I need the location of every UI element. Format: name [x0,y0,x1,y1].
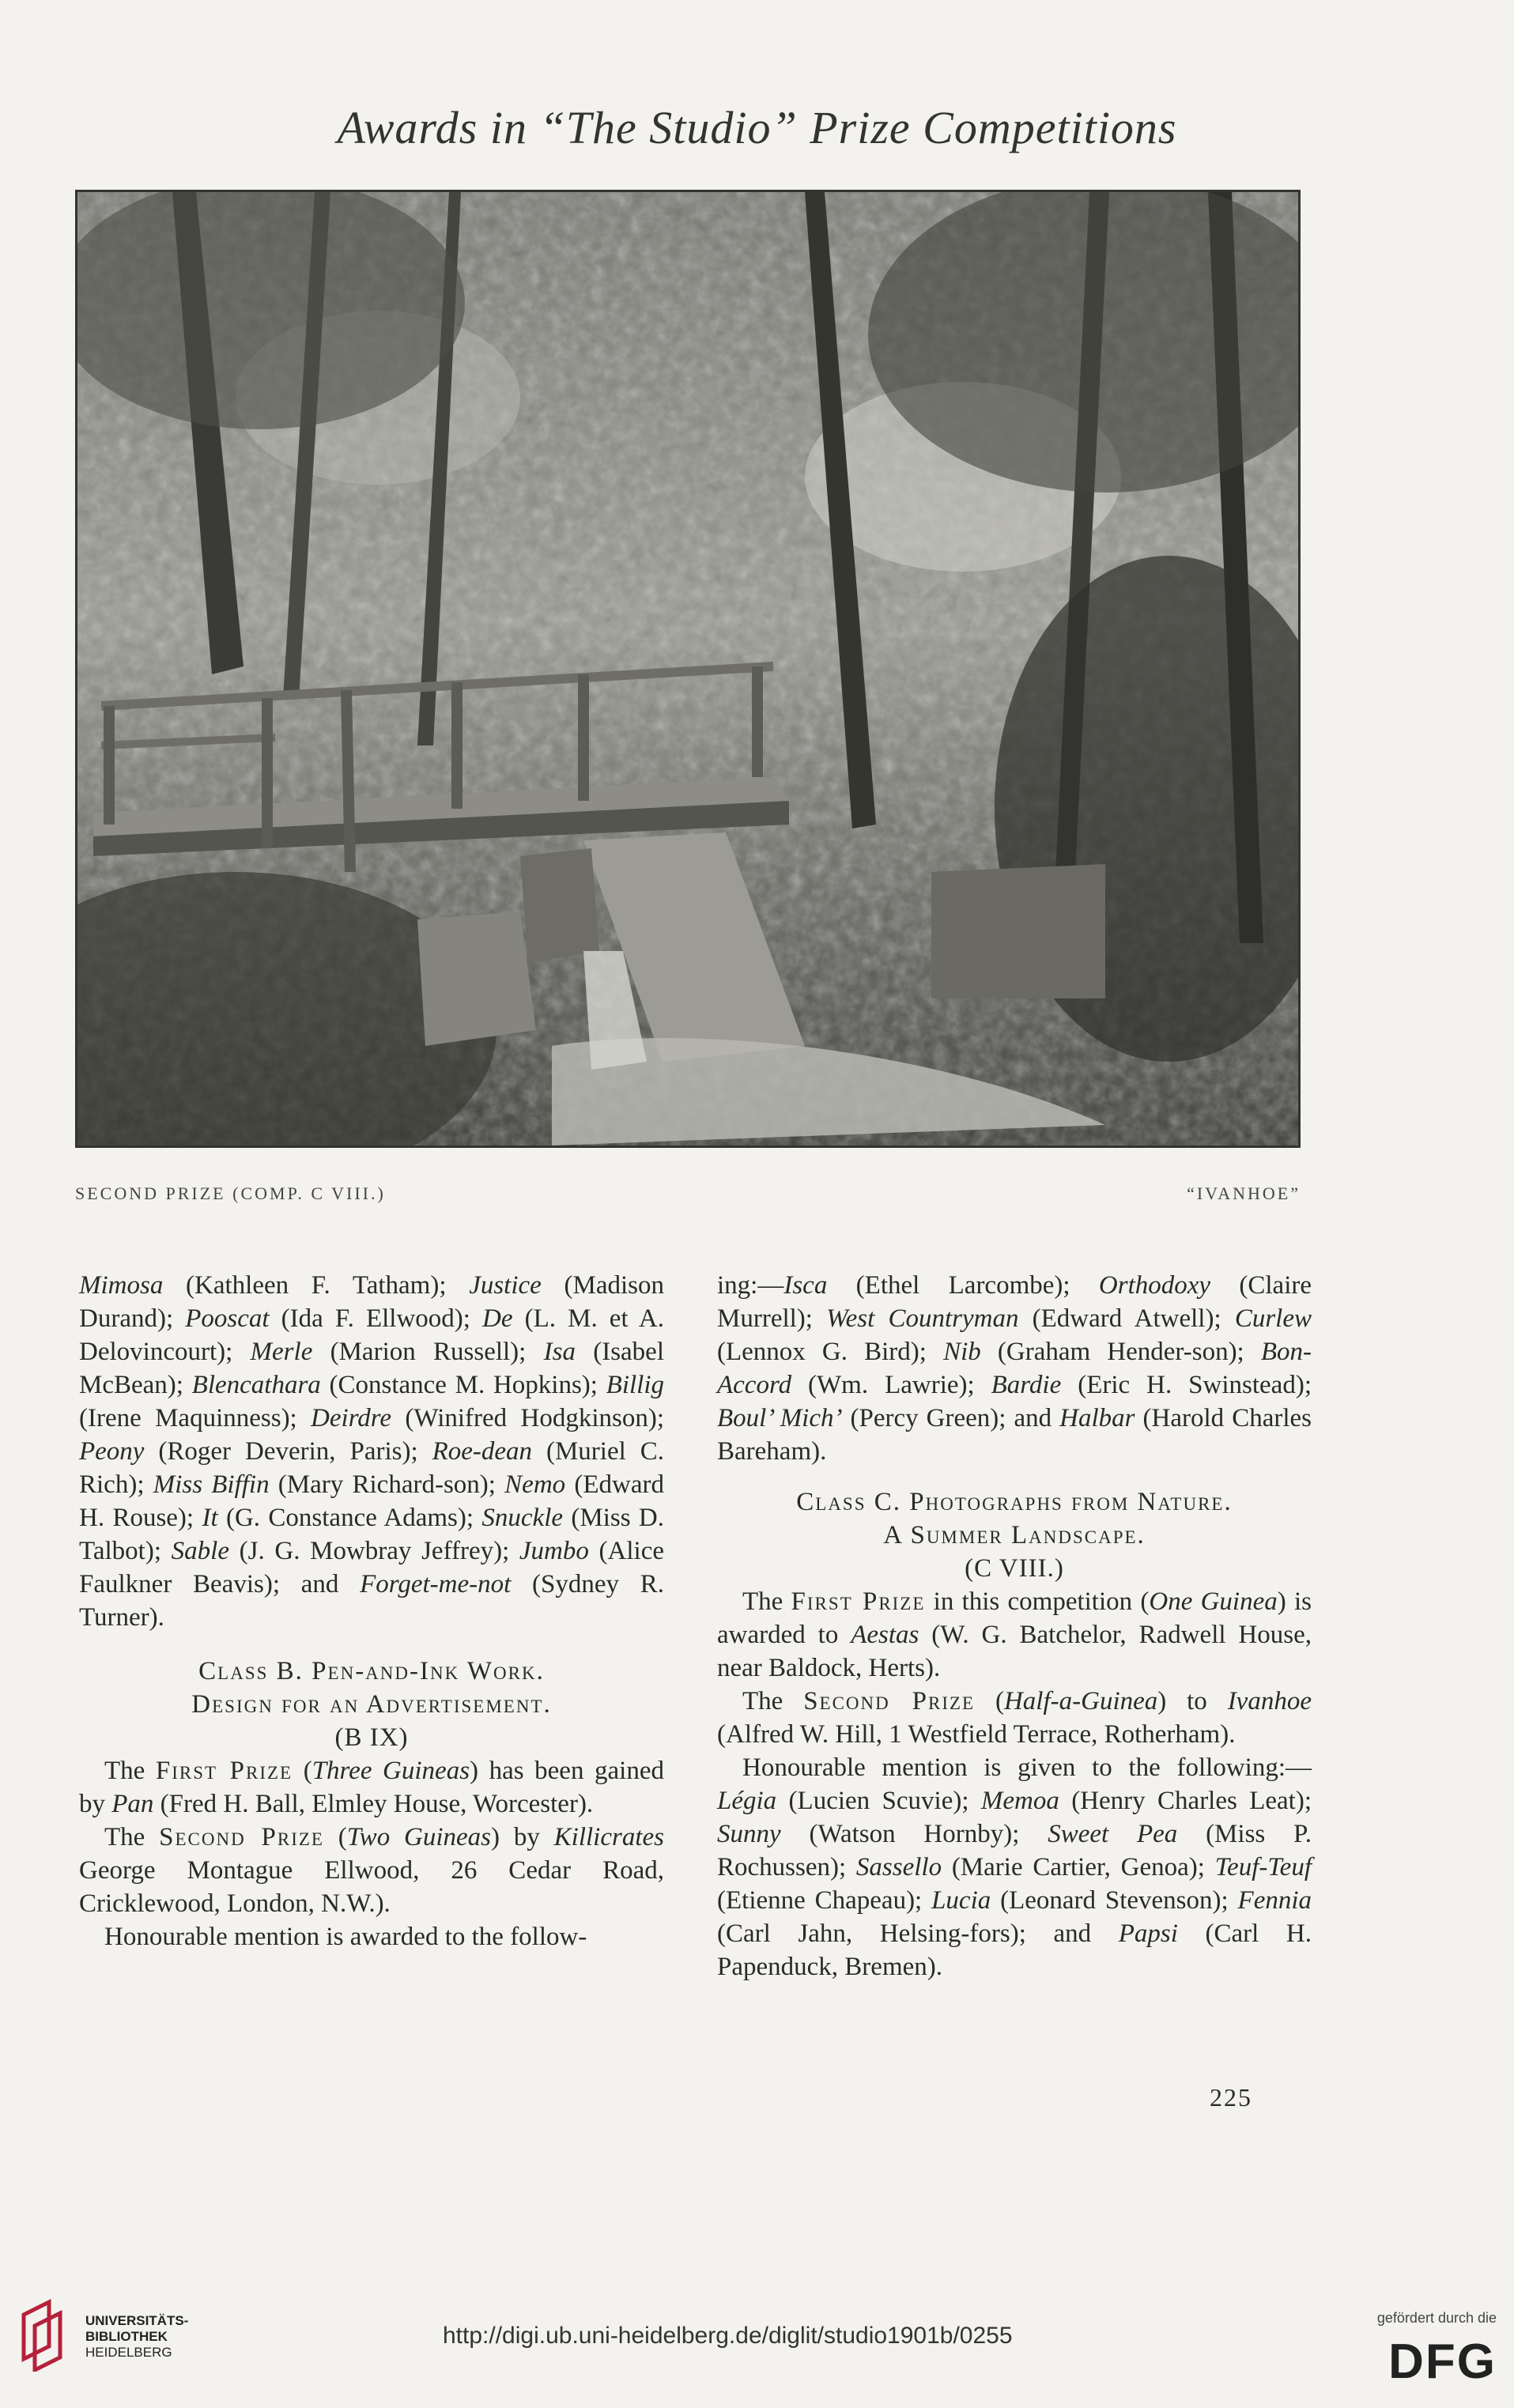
italic-text: Killicrates [553,1823,664,1851]
italic-text: Papsi [1118,1919,1178,1948]
right-paragraph-3 [717,1685,1312,1751]
text-run: The [104,1757,156,1785]
italic-text: West Countryman [826,1304,1019,1333]
text-run: (Watson Hornby); [780,1820,1048,1848]
text-run: ) by [491,1823,554,1851]
library-line-2: BIBLIOTHEK [85,2329,168,2344]
text-run: ) has been gained by [79,1757,664,1818]
source-url-link[interactable]: http://digi.ub.uni-heidelberg.de/diglit/studio1901b/0255 [443,2323,1013,2349]
italic-text: Ivanhoe [1227,1687,1312,1715]
text-run: (Madison Durand); [79,1271,664,1333]
left-paragraph-3 [79,1821,664,1920]
class-b-code: (B IX) [334,1723,409,1752]
text-run: (Fred H. Ball, Elmley House, Worcester). [153,1790,594,1818]
text-run: (L. M. et A. Delovincourt); [79,1304,664,1366]
italic-text: Snuckle [481,1504,564,1532]
italic-text: It [202,1504,218,1532]
italic-text: Two Guineas [346,1823,492,1851]
text-run: ing:— [717,1271,784,1300]
text-run: (Carl Jahn, Helsing-fors); and [717,1919,1119,1948]
left-paragraph-2 [79,1754,664,1821]
text-run: (Wm. Lawrie); [791,1371,991,1399]
text-run: (Edward Atwell); [1018,1304,1235,1333]
text-run: Second Prize [803,1687,976,1715]
left-column [79,1269,664,1953]
text-run: (Alfred W. Hill, 1 Westfield Terrace, Rotherham). [717,1720,1236,1749]
right-paragraph-4 [717,1751,1312,1983]
text-run: ( [323,1823,347,1851]
italic-text: Merle [250,1338,313,1366]
library-line-3: HEIDELBERG [85,2345,172,2360]
italic-text: Sassello [855,1853,942,1881]
text-run: (Alice Faulkner Beavis); and [79,1537,664,1598]
photo-caption-right: “IVANHOE” [1187,1183,1301,1203]
italic-text: One Guinea [1149,1587,1278,1616]
footer-bar [0,2293,1514,2408]
italic-text: Mimosa [79,1271,164,1300]
text-run: The [742,1587,791,1616]
photograph [75,190,1301,1148]
dfg-logo: DFG [1388,2334,1497,2389]
text-run: (Ida F. Ellwood); [269,1304,483,1333]
text-run: (Roger Deverin, Paris); [144,1437,432,1466]
text-run: The [742,1687,804,1715]
text-run: (Mary Richard-son); [269,1470,505,1499]
italic-text: Three Guineas [311,1757,470,1785]
italic-text: Justice [469,1271,542,1300]
italic-text: Bardie [991,1371,1062,1399]
italic-text: Peony [79,1437,145,1466]
text-run: (Isabel McBean); [79,1338,664,1399]
text-run: (Claire Murrell); [717,1271,1312,1333]
text-run: (Miss D. Talbot); [79,1504,664,1565]
text-run: Honourable mention is awarded to the follow- [104,1923,587,1951]
italic-text: Lucia [931,1886,991,1915]
library-logo-icon [17,2299,74,2372]
text-run: ( [975,1687,1004,1715]
text-run: The [104,1823,160,1851]
text-run: (Sydney R. Turner). [79,1570,664,1632]
text-run: (Marie Cartier, Genoa); [942,1853,1215,1881]
italic-text: Nib [943,1338,981,1366]
class-b-heading: Class B. Pen-and-Ink Work. [198,1657,545,1685]
italic-text: Boul’ Mich’ [717,1404,843,1432]
left-paragraph-4 [79,1920,664,1953]
text-run: Honourable mention is given to the following:— [742,1753,1312,1782]
italic-text: De [482,1304,513,1333]
text-run: (Kathleen F. Tatham); [163,1271,470,1300]
class-c-code: (C VIII.) [965,1554,1064,1583]
text-run: (J. G. Mowbray Jeffrey); [228,1537,519,1565]
italic-text: Miss Biffin [153,1470,270,1499]
italic-text: Sweet Pea [1048,1820,1178,1848]
text-run: (Edward H. Rouse); [79,1470,664,1532]
italic-text: Isa [543,1338,576,1366]
text-run: (Harold Charles Bareham). [717,1404,1312,1466]
italic-text: Nemo [504,1470,566,1499]
text-run: in this competition ( [925,1587,1150,1616]
text-run: (Lucien Scuvie); [776,1787,981,1815]
right-paragraph-2 [717,1585,1312,1685]
italic-text: Memoa [980,1787,1059,1815]
italic-text: Blencathara [191,1371,321,1399]
library-name [85,2313,188,2361]
italic-text: Half-a-Guinea [1003,1687,1158,1715]
text-run: First Prize [155,1757,293,1785]
text-run: (Marion Russell); [312,1338,544,1366]
italic-text: Sunny [717,1820,781,1848]
italic-text: Curlew [1234,1304,1312,1333]
photo-caption-left: SECOND PRIZE (COMP. C VIII.) [75,1183,386,1203]
italic-text: Légia [717,1787,777,1815]
italic-text: Jumbo [519,1537,589,1565]
text-run: (Percy Green); and [842,1404,1060,1432]
text-run: Second Prize [159,1823,324,1851]
italic-text: Roe-dean [432,1437,533,1466]
text-run: (Graham Hender-son); [980,1338,1261,1366]
text-run: ( [293,1757,312,1785]
text-run: George Montague Ellwood, 26 Cedar Road, Cricklewood, London, N.W.). [79,1856,664,1918]
right-paragraph-1 [717,1269,1312,1468]
italic-text: Pooscat [185,1304,270,1333]
text-run: ) to [1157,1687,1228,1715]
text-run: (Eric H. Swinstead); [1061,1371,1312,1399]
text-run: (G. Constance Adams); [217,1504,482,1532]
italic-text: Deirdre [311,1404,392,1432]
text-run: (Irene Maquinness); [79,1404,311,1432]
page-number: 225 [1210,2083,1252,2112]
text-run: (Lennox G. Bird); [717,1338,944,1366]
text-run: (Henry Charles Leat); [1059,1787,1312,1815]
italic-text: Halbar [1059,1404,1135,1432]
text-run: (Leonard Stevenson); [991,1886,1238,1915]
bridge-landscape-image [77,192,1298,1145]
italic-text: Fennia [1237,1886,1312,1915]
text-run: (Constance M. Hopkins); [320,1371,606,1399]
class-c-heading: Class C. Photographs from Nature. [796,1488,1233,1516]
text-run: ) is awarded to [717,1587,1312,1649]
page-header: Awards in “The Studio” Prize Competitions [337,102,1177,153]
text-run: (Carl H. Papenduck, Bremen). [717,1919,1312,1981]
text-run: (Muriel C. Rich); [79,1437,664,1499]
italic-text: Sable [171,1537,229,1565]
right-column [717,1269,1312,1983]
italic-text: Orthodoxy [1098,1271,1211,1300]
italic-text: Pan [111,1790,154,1818]
design-heading: Design for an Advertisement. [191,1690,552,1719]
italic-text: Teuf-Teuf [1214,1853,1312,1881]
text-run: (Ethel Larcombe); [827,1271,1099,1300]
summer-heading: A Summer Landscape. [883,1521,1146,1549]
library-line-1: UNIVERSITÄTS- [85,2313,189,2328]
text-run: (Etienne Chapeau); [717,1886,932,1915]
text-run: (Winifred Hodgkinson); [391,1404,664,1432]
left-paragraph-1 [79,1269,664,1634]
italic-text: Aestas [851,1621,919,1649]
text-run: First Prize [791,1587,926,1616]
text-run: (Miss P. Rochussen); [717,1820,1312,1881]
italic-text: Forget-me-not [360,1570,512,1598]
italic-text: Bon-Accord [717,1338,1312,1399]
funded-by-label: gefördert durch die [1376,2310,1497,2326]
italic-text: Billig [606,1371,664,1399]
italic-text: Isca [783,1271,828,1300]
text-run: (W. G. Batchelor, Radwell House, near Baldock, Herts). [717,1621,1312,1682]
